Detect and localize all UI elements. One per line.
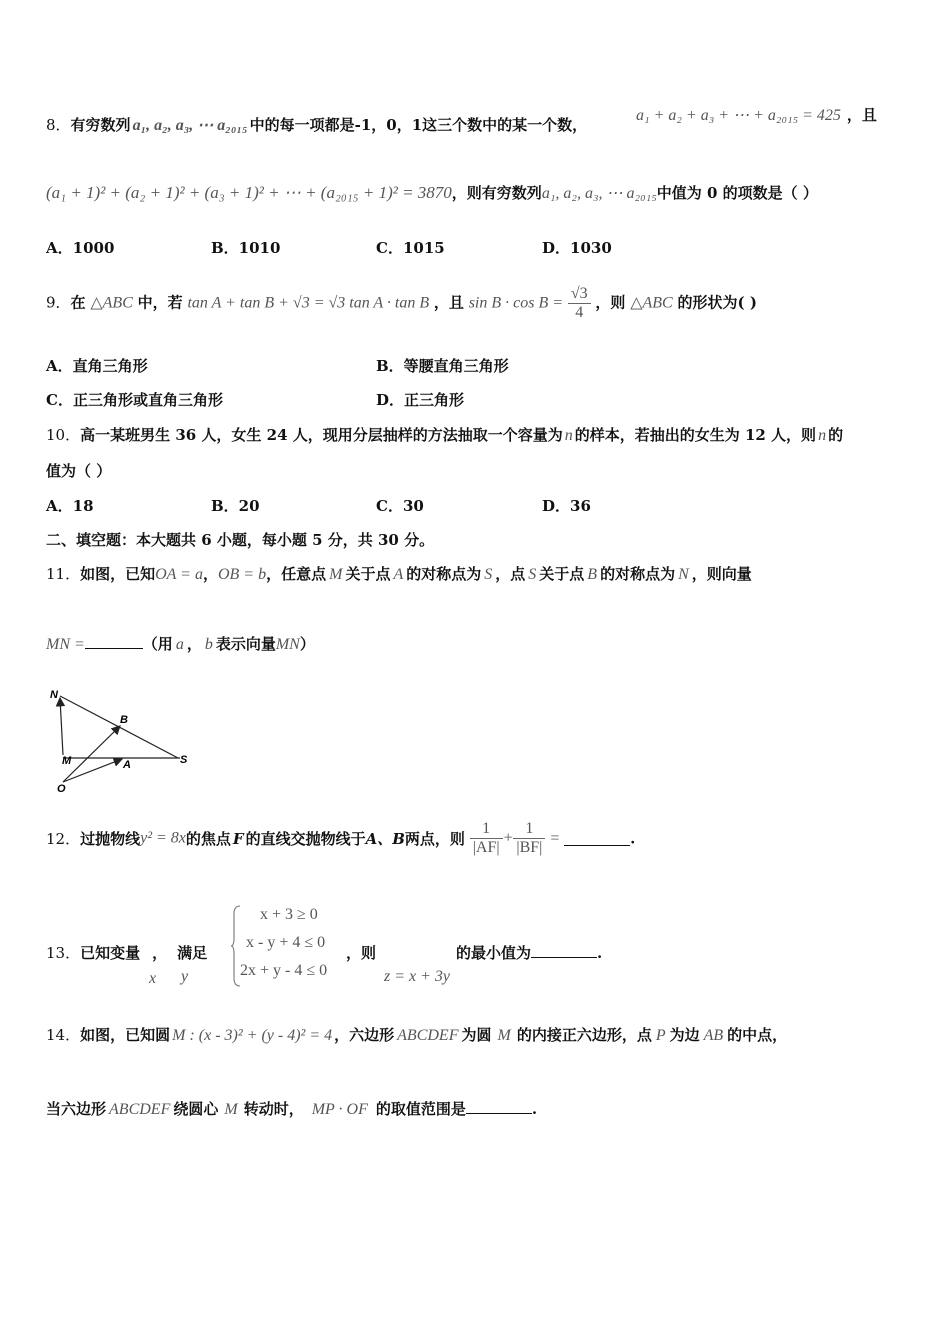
q10-line1 (46, 424, 843, 445)
q8-sum-line (636, 104, 877, 125)
q10-var-n: n (564, 427, 573, 444)
q14-text: 如图，已知圆 (80, 1026, 171, 1044)
section-heading-fill-in: 二、填空题：本大题共 6 小题，每小题 5 分，共 30 分。 (46, 531, 435, 549)
q12-fraction-1 (470, 820, 503, 857)
q8-square-sum: (a₁ + 1)² + (a₂ + 1)² + (a₃ + 1)² + ⋯ + (a₂₀₁₅ + 1)² = 3870 (46, 183, 452, 202)
q11-answer-blank[interactable] (85, 634, 143, 649)
q11-text: 的对称点为 (406, 565, 482, 583)
q8-text: 有穷数列 (70, 116, 131, 134)
q11-text: 关于点 (345, 565, 391, 583)
q14-period: . (531, 1100, 538, 1118)
q9-equation: tan A + tan B + √3 = √3 tan A · tan B (187, 294, 430, 312)
q9-question: 的形状为( ) (677, 293, 757, 312)
q9-triangle: △ABC (90, 294, 133, 312)
q14-text: ，六边形 (334, 1026, 395, 1044)
q12-equals: = (549, 829, 561, 847)
q13-period: . (597, 944, 603, 962)
q12-line (46, 820, 635, 857)
q11-text: ，任意点 (266, 565, 327, 583)
q10-text: 的 (828, 426, 844, 444)
q9-fraction-numerator: √3 (568, 285, 591, 304)
q8-text: ，则有穷数列 (451, 184, 542, 202)
q9-text: ，且 (433, 293, 464, 312)
q14-hexagon: ABCDEF (397, 1027, 459, 1044)
q8-number: 8． (46, 116, 71, 134)
q12-fraction-2-denominator: |BF| (516, 839, 543, 856)
q11-fig-vector-ob (63, 726, 120, 782)
q9-text: ，则 (595, 293, 626, 312)
q11-vector-mn-2: MN (275, 636, 300, 653)
q12-parabola: y² = 8x (140, 829, 186, 847)
q9-option-c[interactable]: C．正三角形或直角三角形 (46, 391, 223, 409)
q13-text: ，则 (346, 944, 377, 962)
q13-constraint-3: 2x + y - 4 ≤ 0 (240, 962, 328, 979)
q8-option-c[interactable]: C．1015 (376, 239, 445, 257)
q12-point-f: F (232, 829, 244, 848)
q10-option-b[interactable]: B．20 (211, 497, 260, 515)
q10-line2: 值为（ ） (46, 462, 112, 480)
q14-dot-product: MP · OF (311, 1101, 368, 1118)
q10-var-n-2: n (818, 427, 827, 444)
q11-var-a: a (175, 636, 184, 653)
q14-point-p: P (655, 1027, 666, 1044)
q11-text: 关于点 (539, 565, 585, 583)
q10-text: 高一某班男生 36 人，女生 24 人，现用分层抽样的方法抽取一个容量为 (80, 426, 563, 444)
q11-fig-label-s: S (180, 754, 188, 766)
q9-triangle-2: △ABC (630, 294, 673, 312)
q13-constraint-2: x - y + 4 ≤ 0 (246, 934, 326, 951)
q8-text: ，且 (846, 106, 877, 124)
q9-option-d[interactable]: D．正三角形 (376, 391, 465, 409)
q8-sum: a₁ + a₂ + a₃ + ⋯ + a₂₀₁₅ = 425 (636, 107, 841, 124)
q11-text: （用 (142, 635, 173, 653)
q11-fig-label-n: N (50, 689, 58, 701)
q12-text: 两点，则 (404, 830, 465, 848)
q9-option-a[interactable]: A．直角三角形 (46, 357, 148, 375)
q14-text: 的内接正六边形，点 (516, 1026, 652, 1044)
q9-fraction (568, 285, 591, 322)
q10-option-a[interactable]: A．18 (46, 497, 94, 515)
q11-vector-oa: OA = a (155, 566, 203, 583)
q10-option-d[interactable]: D．36 (542, 497, 591, 515)
q11-text: ，点 (495, 565, 526, 583)
q14-point-m-2: M (224, 1101, 238, 1118)
q13-text: 已知变量 (80, 944, 141, 962)
q13-tail (346, 942, 602, 963)
q13-text: 满足 (177, 944, 208, 962)
q11-point-b: B (587, 566, 598, 583)
q11-fig-label-m: M (62, 755, 72, 767)
q14-text: 为边 (669, 1026, 700, 1044)
q12-plus: + (502, 829, 514, 847)
q12-fraction-2 (513, 820, 545, 857)
q11-fig-label-o: O (57, 783, 66, 795)
q13-objective: z = x + 3y (384, 968, 451, 985)
q14-circle-equation: M : (x - 3)² + (y - 4)² = 4 (172, 1027, 333, 1044)
q14-text: 当六边形 (46, 1100, 107, 1118)
q11-point-s-2: S (528, 566, 537, 583)
q11-text: ， (202, 565, 218, 583)
q11-figure (40, 682, 200, 797)
q11-text: 表示向量 (215, 635, 276, 653)
q9-number: 9． (46, 293, 71, 312)
q11-vector-mn: MN = (46, 636, 85, 653)
q14-text: 为圆 (461, 1026, 492, 1044)
q12-answer-blank[interactable] (564, 831, 630, 846)
q13-text: ， (152, 944, 168, 962)
q13-var-y: y (181, 968, 189, 985)
q14-point-m: M (497, 1027, 511, 1044)
q11-text: 如图，已知 (80, 565, 156, 583)
q12-text: 的直线交抛物线于 (245, 830, 366, 848)
q14-text: 绕圆心 (173, 1100, 219, 1118)
q8-option-d[interactable]: D．1030 (542, 239, 612, 257)
q9-option-b[interactable]: B．等腰直角三角形 (376, 357, 509, 375)
q11-text: 的对称点为 (600, 565, 676, 583)
q13-var-x: x (149, 970, 157, 987)
q10-number: 10． (46, 426, 81, 444)
q9-fraction-denominator: 4 (575, 304, 584, 321)
q13-text: 的最小值为 (456, 944, 532, 962)
q11-text: ， (186, 635, 202, 653)
q14-hexagon-2: ABCDEF (109, 1101, 171, 1118)
q11-fig-label-a: A (123, 759, 131, 771)
q11-point-n: N (678, 566, 689, 583)
q8-option-a[interactable]: A．1000 (46, 239, 115, 257)
q13-constraint-1: x + 3 ≥ 0 (260, 906, 318, 923)
q8-text: 中的每一项都是-1，0，1这三个数中的某一个数， (249, 116, 588, 134)
q11-fig-label-b: B (120, 714, 128, 726)
q9-equation-2: sin B · cos B = (468, 294, 564, 312)
q11-line2 (46, 633, 315, 654)
q12-period: . (630, 829, 636, 848)
q12-text: 过抛物线 (80, 830, 141, 848)
q11-point-m: M (329, 566, 343, 583)
q10-text: 的样本，若抽出的女生为 12 人，则 (574, 426, 817, 444)
q11-point-s: S (484, 566, 493, 583)
q11-text: ） (299, 635, 315, 653)
q11-line1 (46, 563, 752, 584)
q13-line (46, 942, 207, 963)
q14-line1 (46, 1024, 787, 1045)
q14-number: 14． (46, 1026, 81, 1044)
q9-text: 中，若 (137, 293, 183, 312)
q14-answer-blank[interactable] (466, 1099, 532, 1114)
q12-fraction-1-denominator: |AF| (472, 839, 500, 856)
q12-number: 12． (46, 830, 81, 848)
q8-line1 (46, 114, 587, 135)
q8-option-b[interactable]: B．1010 (211, 239, 281, 257)
q8-sequence: a₁, a₂, a₃, ⋯ a₂₀₁₅ (132, 117, 248, 134)
q14-edge-ab: AB (703, 1027, 724, 1044)
q11-var-b: b (204, 636, 213, 653)
q13-number: 13． (46, 944, 81, 962)
q14-text: 转动时， (243, 1100, 304, 1118)
q8-sequence-2: a₁, a₂, a₃, ⋯ a₂₀₁₅ (541, 185, 657, 202)
q14-text: 的中点， (727, 1026, 788, 1044)
q11-vector-ob: OB = b (217, 566, 267, 583)
q12-points-ab: A、B (365, 830, 405, 848)
q10-option-c[interactable]: C．30 (376, 497, 424, 515)
q8-line2 (46, 182, 818, 203)
q9-line (46, 285, 757, 322)
q12-fraction-1-numerator: 1 (470, 820, 503, 839)
q11-number: 11． (46, 565, 81, 583)
q12-fraction-2-numerator: 1 (513, 820, 545, 839)
q11-fig-vector-oa (63, 759, 122, 782)
q8-question: 中值为 0 的项数是（ ） (656, 184, 818, 202)
q14-line2 (46, 1098, 537, 1119)
q13-answer-blank[interactable] (531, 943, 597, 958)
q11-point-a: A (393, 566, 404, 583)
q11-text: ，则向量 (691, 565, 752, 583)
q11-fig-vector-mn (60, 698, 63, 755)
q14-text: 的取值范围是 (375, 1100, 466, 1118)
q9-text: 在 (70, 293, 86, 312)
q12-text: 的焦点 (185, 830, 231, 848)
